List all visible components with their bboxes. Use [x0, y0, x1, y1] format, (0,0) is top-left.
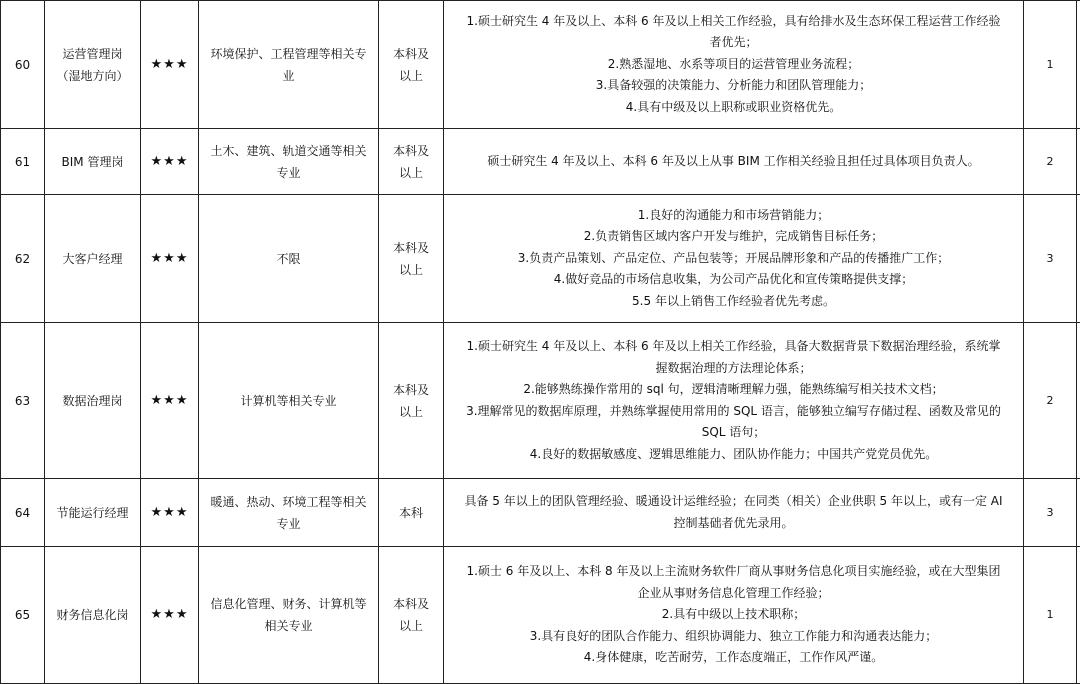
education-requirement-line: 以上 — [399, 405, 423, 419]
requirement-line: 3.理解常见的数据库原理，并熟练掌握使用常用的 SQL 语言，能够独立编写存储过程、函数及常见的 — [444, 401, 1023, 423]
job-table-body — [1, 1, 1080, 684]
hiring-count: 3 — [1024, 195, 1077, 323]
requirement-line: 3.具备较强的决策能力、分析能力和团队管理能力； — [444, 75, 1023, 97]
hiring-count: 2 — [1024, 323, 1077, 479]
requirement-line: 1.良好的沟通能力和市场营销能力； — [444, 205, 1023, 227]
requirement-line: 2.具有中级以上技术职称； — [444, 604, 1023, 626]
education-requirement — [379, 1, 444, 129]
major-requirement-line: 信息化管理、财务、计算机等 — [210, 597, 366, 611]
table-row — [1, 323, 1080, 479]
requirement-line: 3.负责产品策划、产品定位、产品包装等；开展品牌形象和产品的传播推广工作； — [444, 248, 1023, 270]
rank-stars: ★★★ — [141, 129, 199, 195]
requirement-line: 者优先； — [444, 32, 1023, 54]
requirement-line: 1.硕士 6 年及以上、本科 8 年及以上主流财务软件厂商从事财务信息化项目实施经验，或在大型集团 — [444, 561, 1023, 583]
major-requirement-line: 专业 — [276, 517, 300, 531]
requirement-line: 4.身体健康，吃苦耐劳，工作态度端正，工作作风严谨。 — [444, 647, 1023, 669]
education-requirement-line: 本科 — [399, 506, 423, 520]
requirement-line: 企业从事财务信息化管理工作经验； — [444, 583, 1023, 605]
job-requirements — [444, 129, 1024, 195]
row-number: 61 — [1, 129, 45, 195]
hiring-count: 2 — [1024, 129, 1077, 195]
position-name-line: 运营管理岗 — [62, 47, 122, 61]
position-name-line: 财务信息化岗 — [56, 608, 128, 622]
education-requirement — [379, 479, 444, 547]
row-number: 65 — [1, 547, 45, 684]
job-requirements — [444, 547, 1024, 684]
extra-column-cell — [1077, 129, 1080, 195]
major-requirement-line: 业 — [282, 69, 294, 83]
education-requirement — [379, 129, 444, 195]
education-requirement-line: 以上 — [399, 166, 423, 180]
education-requirement-line: 本科及 — [393, 47, 429, 61]
position-name — [45, 323, 141, 479]
job-requirements — [444, 195, 1024, 323]
requirement-line: 4.具有中级及以上职称或职业资格优先。 — [444, 97, 1023, 119]
major-requirement-line: 暖通、热动、环境工程等相关 — [210, 495, 366, 509]
education-requirement-line: 本科及 — [393, 383, 429, 397]
requirement-line: 2.负责销售区域内客户开发与维护，完成销售目标任务； — [444, 226, 1023, 248]
major-requirement — [199, 323, 379, 479]
requirement-line: 1.硕士研究生 4 年及以上、本科 6 年及以上相关工作经验，具有给排水及生态环保工程运营工作经验 — [444, 11, 1023, 33]
major-requirement-line: 专业 — [276, 166, 300, 180]
requirement-line: 握数据治理的方法理论体系； — [444, 358, 1023, 380]
major-requirement — [199, 129, 379, 195]
extra-column-cell — [1077, 547, 1080, 684]
requirement-line: 硕士研究生 4 年及以上、本科 6 年及以上从事 BIM 工作相关经验且担任过具体项目负责人。 — [444, 151, 1023, 173]
major-requirement-line: 不限 — [276, 252, 300, 266]
position-name — [45, 479, 141, 547]
position-name-line: BIM 管理岗 — [62, 155, 124, 169]
education-requirement — [379, 547, 444, 684]
rank-stars: ★★★ — [141, 1, 199, 129]
education-requirement-line: 本科及 — [393, 241, 429, 255]
position-name-line: 节能运行经理 — [56, 506, 128, 520]
requirement-line: 5.5 年以上销售工作经验者优先考虑。 — [444, 291, 1023, 313]
rank-stars: ★★★ — [141, 479, 199, 547]
table-row — [1, 479, 1080, 547]
education-requirement-line: 本科及 — [393, 597, 429, 611]
major-requirement-line: 土木、建筑、轨道交通等相关 — [210, 144, 366, 158]
education-requirement — [379, 195, 444, 323]
hiring-count: 1 — [1024, 547, 1077, 684]
requirement-line: 控制基础者优先录用。 — [444, 513, 1023, 535]
job-requirements — [444, 323, 1024, 479]
rank-stars: ★★★ — [141, 547, 199, 684]
requirement-line: 2.能够熟练操作常用的 sql 句，逻辑清晰理解力强，能熟练编写相关技术文档； — [444, 379, 1023, 401]
position-name — [45, 195, 141, 323]
major-requirement — [199, 1, 379, 129]
position-name-line: （湿地方向） — [56, 69, 128, 83]
education-requirement-line: 以上 — [399, 263, 423, 277]
education-requirement-line: 本科及 — [393, 144, 429, 158]
extra-column-cell — [1077, 1, 1080, 129]
table-row — [1, 1, 1080, 129]
position-name-line: 大客户经理 — [62, 252, 122, 266]
row-number: 64 — [1, 479, 45, 547]
hiring-count: 3 — [1024, 479, 1077, 547]
position-name — [45, 1, 141, 129]
education-requirement-line: 以上 — [399, 69, 423, 83]
major-requirement — [199, 547, 379, 684]
table-row — [1, 195, 1080, 323]
position-name — [45, 547, 141, 684]
row-number: 62 — [1, 195, 45, 323]
education-requirement-line: 以上 — [399, 619, 423, 633]
extra-column-cell — [1077, 479, 1080, 547]
major-requirement — [199, 195, 379, 323]
requirement-line: 具备 5 年以上的团队管理经验、暖通设计运维经验；在同类（相关）企业供职 5 年以上，或有一定 AI — [444, 491, 1023, 513]
major-requirement — [199, 479, 379, 547]
row-number: 60 — [1, 1, 45, 129]
requirement-line: 3.具有良好的团队合作能力、组织协调能力、独立工作能力和沟通表达能力； — [444, 626, 1023, 648]
table-row — [1, 129, 1080, 195]
requirement-line: 4.良好的数据敏感度、逻辑思维能力、团队协作能力；中国共产党党员优先。 — [444, 444, 1023, 466]
row-number: 63 — [1, 323, 45, 479]
major-requirement-line: 计算机等相关专业 — [240, 394, 336, 408]
major-requirement-line: 相关专业 — [264, 619, 312, 633]
position-name-line: 数据治理岗 — [62, 394, 122, 408]
table-row — [1, 547, 1080, 684]
rank-stars: ★★★ — [141, 323, 199, 479]
job-requirements — [444, 479, 1024, 547]
extra-column-cell — [1077, 195, 1080, 323]
requirement-line: 2.熟悉湿地、水系等项目的运营管理业务流程； — [444, 54, 1023, 76]
extra-column-cell — [1077, 323, 1080, 479]
position-name — [45, 129, 141, 195]
requirement-line: 1.硕士研究生 4 年及以上、本科 6 年及以上相关工作经验，具备大数据背景下数据治理经验，系统掌 — [444, 336, 1023, 358]
education-requirement — [379, 323, 444, 479]
job-requirements — [444, 1, 1024, 129]
hiring-count: 1 — [1024, 1, 1077, 129]
major-requirement-line: 环境保护、工程管理等相关专 — [210, 47, 366, 61]
rank-stars: ★★★ — [141, 195, 199, 323]
requirement-line: SQL 语句； — [444, 422, 1023, 444]
requirement-line: 4.做好竞品的市场信息收集，为公司产品优化和宣传策略提供支撑； — [444, 269, 1023, 291]
